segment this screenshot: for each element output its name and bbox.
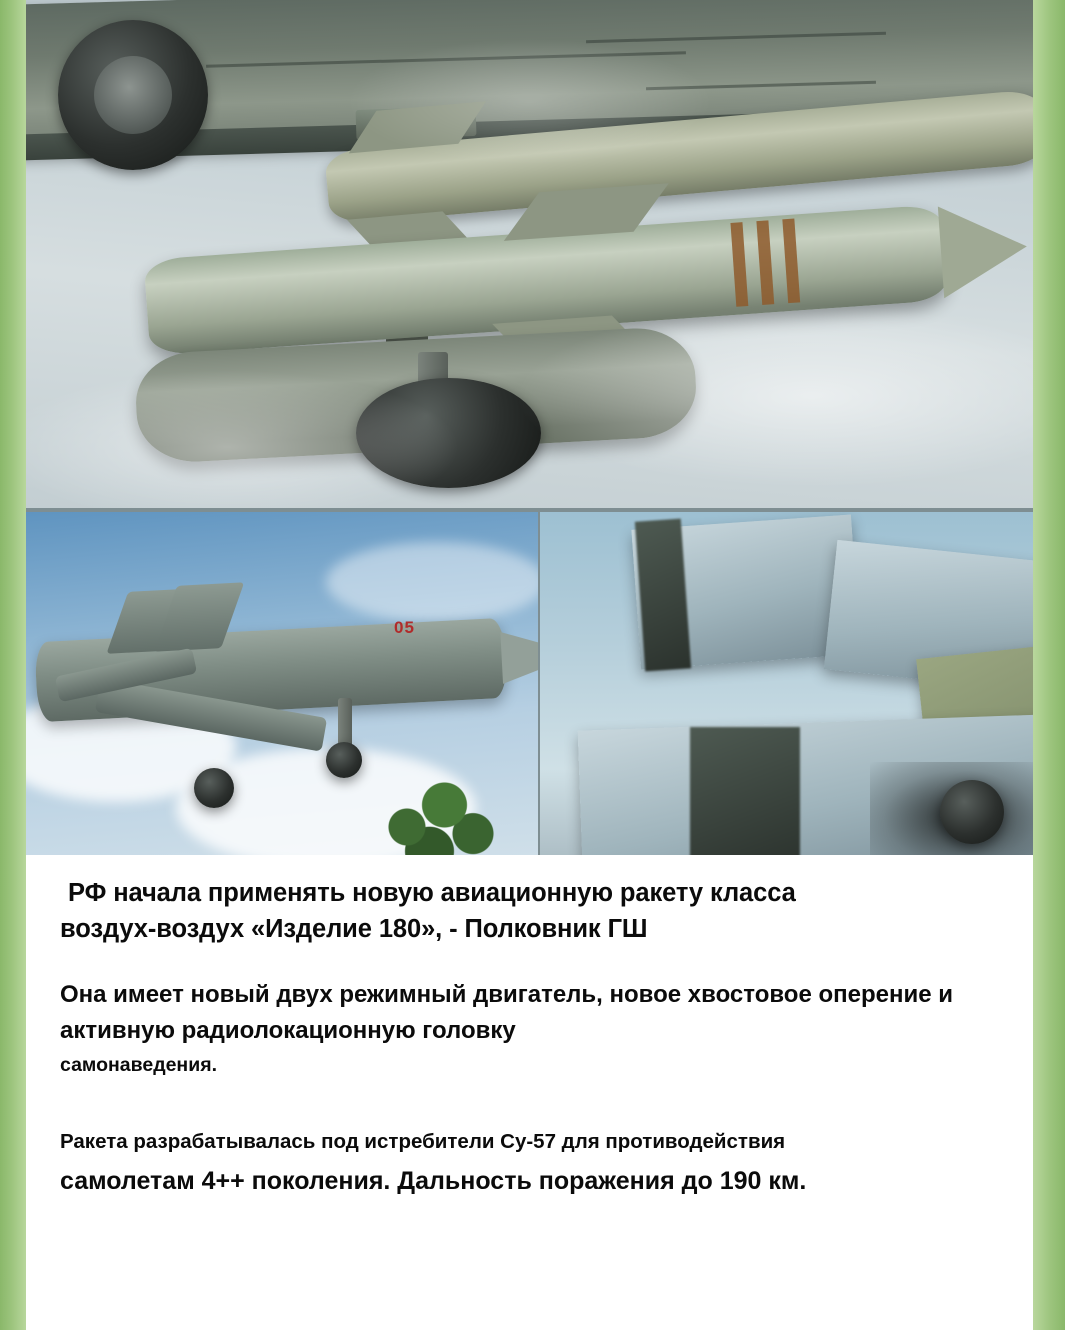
right-edge-strip xyxy=(1033,0,1065,1330)
wheel-hub xyxy=(94,56,172,134)
post-headline xyxy=(60,875,1007,947)
missile-marking-band xyxy=(782,219,800,304)
media-collage[interactable] xyxy=(26,0,1033,855)
main-wheel xyxy=(356,378,541,488)
jet-nose xyxy=(500,628,538,684)
paragraph-1-main: Она имеет новый двух режимный двигатель, новое хвостовое оперение и активную радиолокационную головку xyxy=(60,981,954,1045)
photo-su-35-in-flight[interactable] xyxy=(26,512,538,855)
headline-line-2: воздух-воздух «Изделие 180», - Полковник ГШ xyxy=(60,915,648,944)
paragraph-1-tail: самонаведения. xyxy=(60,1054,217,1077)
missile-marking-band xyxy=(756,220,774,305)
debris-opening xyxy=(940,780,1004,844)
headline-line-1: РФ начала применять новую авиационную ракету класса xyxy=(68,879,796,907)
nose-wheel xyxy=(326,742,362,778)
post-paragraph-1 xyxy=(60,977,1007,1080)
cloud xyxy=(326,542,538,622)
missile-marking-band xyxy=(730,222,748,307)
debris-scorched-edge xyxy=(690,727,800,855)
post-container xyxy=(26,0,1033,1330)
photo-missile-wreckage-fragments[interactable] xyxy=(540,512,1033,855)
photo-fighter-jet-underwing-missile-closeup[interactable] xyxy=(26,0,1033,508)
missile-nose-cone xyxy=(938,200,1030,298)
main-wheel xyxy=(194,768,234,808)
tail-number-marking: 05 xyxy=(394,618,415,637)
post-text xyxy=(26,855,1033,1201)
paragraph-2-small: Ракета разрабатывалась под истребители Су-57 для противодействия xyxy=(60,1129,786,1153)
foliage xyxy=(362,761,512,855)
left-edge-strip xyxy=(0,0,26,1330)
post-paragraph-2 xyxy=(60,1127,1007,1201)
front-wheel xyxy=(58,20,208,170)
paragraph-2-big: самолетам 4++ поколения. Дальность поражения до 190 км. xyxy=(60,1167,807,1196)
